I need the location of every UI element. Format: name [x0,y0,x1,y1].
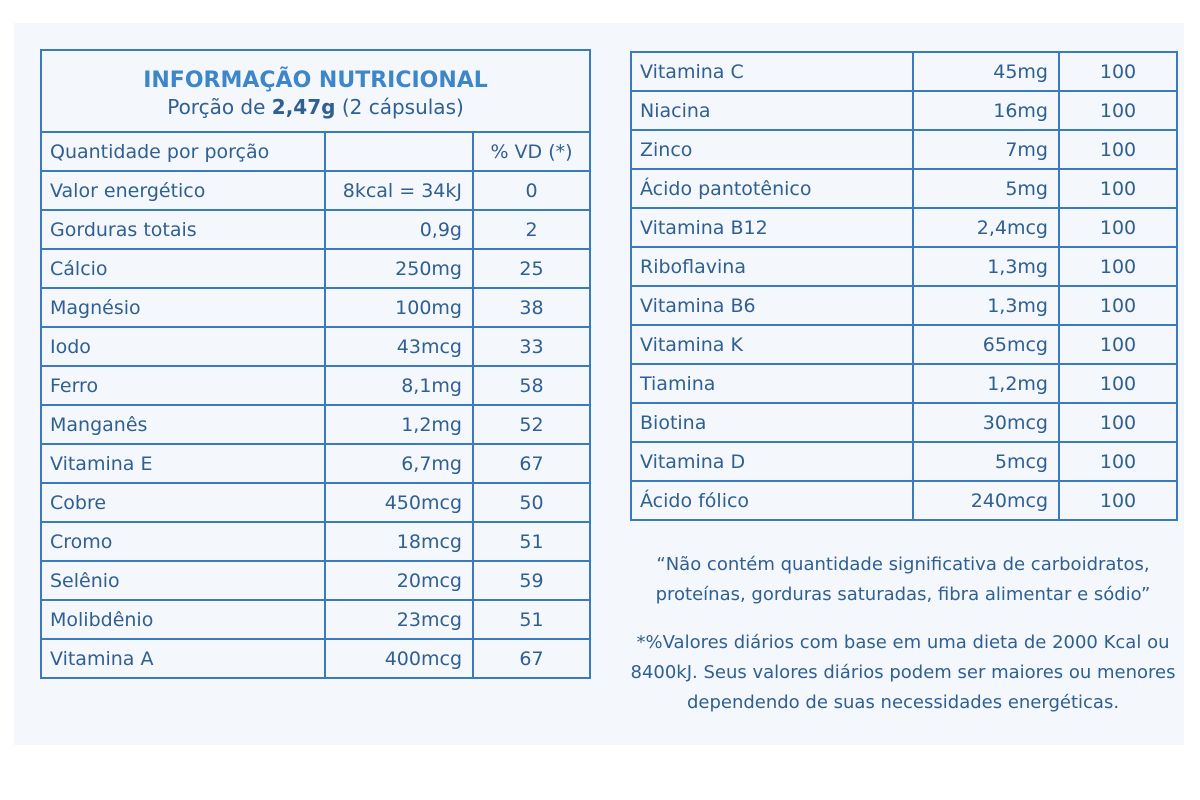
table-row [631,169,1177,208]
table-header [41,50,590,132]
nutrient-vd: 33 [473,327,590,366]
nutrient-name: Cálcio [41,249,325,288]
nutrient-amount: 450mcg [325,483,473,522]
nutrient-vd: 67 [473,444,590,483]
nutrient-name: Selênio [41,561,325,600]
table-row [41,249,590,288]
nutrient-name: Riboflavina [631,247,913,286]
nutrient-amount: 18mcg [325,522,473,561]
nutrient-vd: 67 [473,639,590,678]
nutrient-name: Molibdênio [41,600,325,639]
table-row [631,403,1177,442]
table-row [631,286,1177,325]
nutrient-amount: 65mcg [913,325,1059,364]
nutrient-name: Valor energético [41,171,325,210]
nutrient-name: Vitamina K [631,325,913,364]
nutrient-vd: 100 [1059,325,1177,364]
amount-column-header [325,132,473,171]
nutrient-vd: 100 [1059,52,1177,91]
nutrient-vd: 0 [473,171,590,210]
nutrient-vd: 100 [1059,364,1177,403]
nutrient-vd: 51 [473,522,590,561]
nutrient-name: Manganês [41,405,325,444]
nutrient-amount: 1,3mg [913,286,1059,325]
nutrient-amount: 5mcg [913,442,1059,481]
nutrient-amount: 45mg [913,52,1059,91]
table-row [631,364,1177,403]
nutrient-amount: 240mcg [913,481,1059,520]
nutrient-amount: 1,2mg [325,405,473,444]
nutrient-name: Vitamina A [41,639,325,678]
nutrient-amount: 6,7mg [325,444,473,483]
nutrient-name: Iodo [41,327,325,366]
nutrient-amount: 8,1mg [325,366,473,405]
table-row [41,639,590,678]
nutrient-amount: 0,9g [325,210,473,249]
nutrient-amount: 20mcg [325,561,473,600]
table-row [631,91,1177,130]
table-row [41,210,590,249]
portion-line [42,95,589,119]
portion-amount: 2,47g [271,94,336,119]
nutrition-table-right [630,51,1178,521]
nutrient-vd: 100 [1059,481,1177,520]
nutrient-name: Ferro [41,366,325,405]
portion-suffix: (2 cápsulas) [335,94,464,119]
nutrient-vd: 25 [473,249,590,288]
nutrient-vd: 58 [473,366,590,405]
nutrient-vd: 100 [1059,208,1177,247]
nutrient-amount: 1,3mg [913,247,1059,286]
nutrient-vd: 59 [473,561,590,600]
table-row [41,288,590,327]
not-significant-note: “Não contém quantidade significativa de carboidratos, proteínas, gorduras saturadas, fibra alimentar e sódio” [655,554,1151,605]
nutrient-amount: 7mg [913,130,1059,169]
table-row [631,52,1177,91]
table-row [41,444,590,483]
nutrient-name: Vitamina B6 [631,286,913,325]
footnotes [620,550,1186,736]
table-row [631,325,1177,364]
nutrient-amount: 16mg [913,91,1059,130]
table-row [41,366,590,405]
nutrient-amount: 8kcal = 34kJ [325,171,473,210]
nutrient-vd: 100 [1059,442,1177,481]
nutrient-amount: 1,2mg [913,364,1059,403]
column-header-row [41,132,590,171]
nutrient-vd: 50 [473,483,590,522]
nutrient-name: Tiamina [631,364,913,403]
nutrient-name: Biotina [631,403,913,442]
table-row [631,442,1177,481]
nutrient-amount: 23mcg [325,600,473,639]
nutrient-name: Vitamina E [41,444,325,483]
nutrient-amount: 5mg [913,169,1059,208]
nutrient-vd: 100 [1059,91,1177,130]
nutrient-vd: 100 [1059,169,1177,208]
table-row [41,522,590,561]
nutrient-amount: 30mcg [913,403,1059,442]
nutrient-amount: 250mg [325,249,473,288]
table-row [41,561,590,600]
header-row [41,50,590,132]
nutrient-name: Niacina [631,91,913,130]
nutrient-vd: 100 [1059,247,1177,286]
nutrient-name: Cromo [41,522,325,561]
nutrient-amount: 100mg [325,288,473,327]
nutrition-table-left [40,49,591,679]
nutrient-name: Vitamina D [631,442,913,481]
table-row [41,327,590,366]
quantity-column-header: Quantidade por porção [41,132,325,171]
table-row [41,405,590,444]
nutrient-vd: 38 [473,288,590,327]
nutrient-amount: 400mcg [325,639,473,678]
nutrient-name: Gorduras totais [41,210,325,249]
nutrient-vd: 100 [1059,286,1177,325]
nutrient-vd: 51 [473,600,590,639]
nutrient-vd: 100 [1059,403,1177,442]
daily-values-note: *%Valores diários com base em uma dieta de 2000 Kcal ou 8400kJ. Seus valores diários podem ser maiores ou menores dependendo de suas necessidades energéticas. [630,632,1176,713]
nutrient-name: Cobre [41,483,325,522]
nutrient-name: Ácido pantotênico [631,169,913,208]
nutrient-vd: 2 [473,210,590,249]
nutrient-vd: 100 [1059,130,1177,169]
table-row [41,171,590,210]
table-row [631,247,1177,286]
nutrient-name: Vitamina C [631,52,913,91]
table-row [631,208,1177,247]
table-title: INFORMAÇÃO NUTRICIONAL [143,67,488,93]
table-row [41,600,590,639]
vd-column-header: % VD (*) [473,132,590,171]
nutrient-name: Magnésio [41,288,325,327]
table-row [631,130,1177,169]
nutrient-name: Ácido fólico [631,481,913,520]
table-row [41,483,590,522]
table-row [631,481,1177,520]
portion-prefix: Porção de [167,94,272,119]
nutrient-name: Zinco [631,130,913,169]
nutrient-amount: 43mcg [325,327,473,366]
nutrient-name: Vitamina B12 [631,208,913,247]
nutrient-amount: 2,4mcg [913,208,1059,247]
nutrient-vd: 52 [473,405,590,444]
